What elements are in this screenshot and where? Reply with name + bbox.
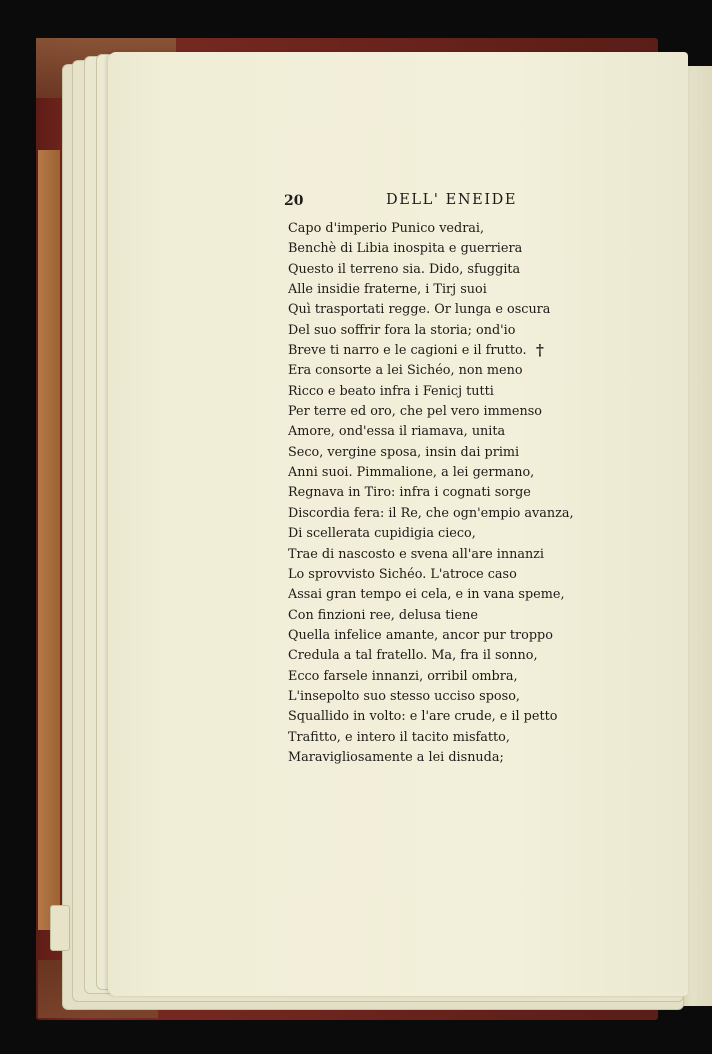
verse-line: Amore, ond'essa il riamava, unita (288, 424, 506, 440)
verse-line: Discordia fera: il Re, che ogn'empio avanza, (288, 505, 574, 521)
verse-line: Maravigliosamente a lei disnuda; (288, 749, 504, 765)
verse-line: Con finzioni ree, delusa tiene (288, 607, 478, 623)
verse-line: Per terre ed oro, che pel vero immenso (288, 404, 542, 420)
book-spine-edge (38, 150, 60, 930)
page-tab (50, 905, 70, 951)
verse-line: Assai gran tempo ei cela, e in vana speme, (288, 587, 565, 603)
page-header (284, 192, 584, 214)
verse-line: Seco, vergine sposa, insin dai primi (288, 444, 520, 460)
verse-line: Questo il terreno sia. Dido, sfuggita (288, 261, 521, 277)
verse-line: Breve ti narro e le cagioni e il frutto. (288, 343, 527, 359)
verse-line: Quella infelice amante, ancor pur troppo (288, 627, 553, 643)
running-title: DELL' ENEIDE (386, 192, 518, 208)
verse-line: Trae di nascosto e svena all'are innanzi (288, 546, 545, 562)
verse-line: Alle insidie fraterne, i Tirj suoi (288, 282, 487, 298)
verse-line: Ecco farsele innanzi, orribil ombra, (288, 668, 518, 684)
verse-line: Ricco e beato infra i Fenicj tutti (288, 383, 494, 399)
verse-line: Credula a tal fratello. Ma, fra il sonno, (288, 648, 538, 664)
verse-line: L'insepolto suo stesso ucciso sposo, (288, 688, 520, 704)
verse-line: Trafitto, e intero il tacito misfatto, (288, 729, 510, 745)
verse-line: Squallido in volto: e l'are crude, e il petto (288, 709, 558, 725)
verse-line: Anni suoi. Pimmalione, a lei germano, (288, 465, 535, 481)
marginal-dagger-mark: † (536, 341, 544, 359)
verse-line: Era consorte a lei Sichéo, non meno (288, 363, 523, 379)
verse-line: Benchè di Libia inospita e guerriera (288, 241, 523, 257)
page-number: 20 (284, 193, 304, 209)
verse-line: Di scellerata cupidigia cieco, (288, 526, 476, 542)
verse-line: Regnava in Tiro: infra i cognati sorge (288, 485, 531, 501)
verse-line: Del suo soffrir fora la storia; ond'io (288, 322, 516, 338)
verse-line: Lo sprovvisto Sichéo. L'atroce caso (288, 566, 517, 582)
verse-list (288, 219, 598, 768)
verse-line: Quì trasportati regge. Or lunga e oscura (288, 302, 551, 318)
verse-line: Capo d'imperio Punico vedrai, (288, 221, 485, 236)
